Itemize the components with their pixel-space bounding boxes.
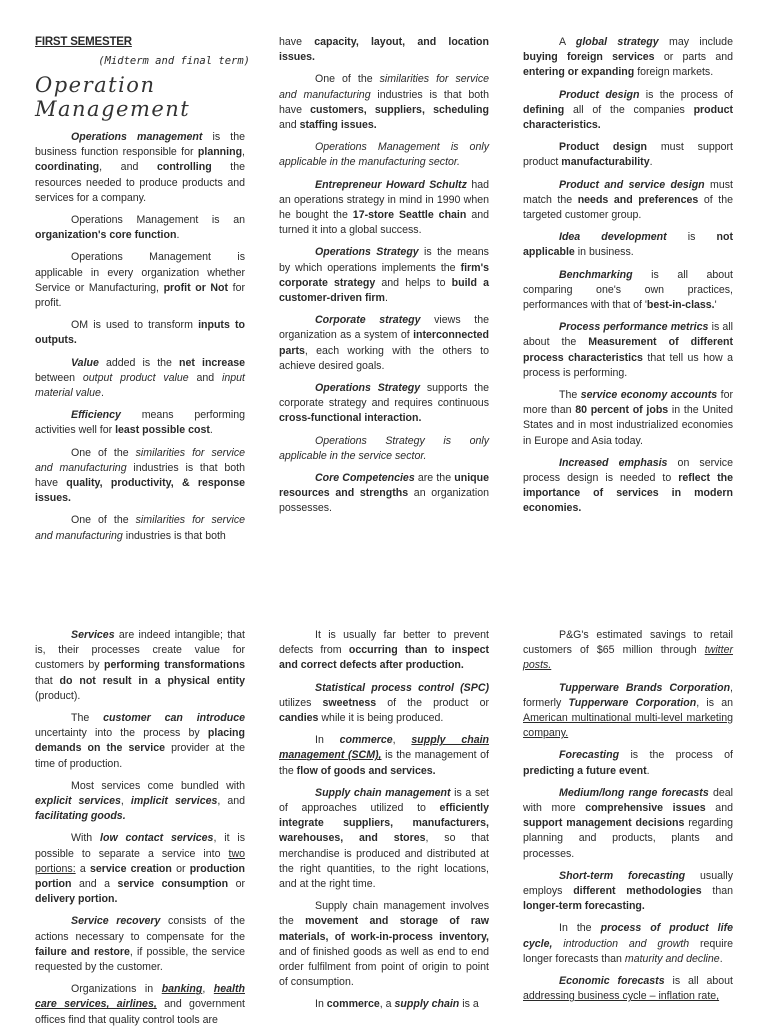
text-run: maturity and decline	[624, 952, 720, 965]
text-run: manufacturability	[561, 156, 650, 169]
text-run: staffing issues.	[299, 119, 377, 132]
paragraph	[523, 88, 733, 134]
text-run: and	[188, 371, 223, 384]
text-run: similarities for service and manufacturing	[279, 73, 490, 101]
text-run: input material value	[35, 371, 245, 400]
text-run: is a	[459, 998, 479, 1011]
text-run: comprehensive issues	[585, 802, 706, 815]
text-run: buying foreign services	[523, 51, 655, 64]
text-run: service creation	[89, 862, 172, 875]
text-run: may include	[658, 36, 733, 48]
text-run: must match the	[523, 178, 733, 206]
text-run: addressing business cycle – inflation rate,	[523, 990, 720, 1003]
paragraph	[523, 268, 733, 314]
text-run: and turned it into a global success.	[279, 209, 489, 237]
text-run: 17-store Seattle chain	[352, 209, 467, 222]
paragraph	[523, 456, 733, 517]
paragraph	[523, 869, 733, 915]
text-run: Short-term forecasting	[559, 869, 686, 882]
text-run: require longer forecasts than	[523, 937, 733, 965]
text-run: movement and storage of raw materials, of work-in-process inventory,	[279, 915, 490, 943]
text-run: have	[279, 36, 315, 48]
text-run: Increased emphasis	[559, 456, 668, 469]
text-run: Product design	[559, 88, 640, 101]
text-run: , each working with the others to achieve desired goals.	[279, 344, 489, 372]
paragraph	[523, 748, 733, 778]
text-run: uncertainty into the process by	[35, 727, 208, 740]
text-run: means performing activities well for	[35, 409, 245, 437]
paragraph	[35, 408, 245, 438]
text-run: Efficiency	[71, 409, 121, 422]
text-run: on service process design is needed to	[523, 456, 733, 485]
text-run: or parts and	[654, 51, 733, 64]
paragraph	[35, 914, 245, 975]
text-run: ,	[120, 795, 131, 808]
text-run: , formerly	[523, 681, 733, 709]
text-run: customer can introduce	[103, 712, 246, 725]
text-run: , and	[99, 161, 157, 174]
text-run: , if possible, the service requested by the customer.	[35, 945, 245, 974]
text-run: Tupperware Brands Corporation	[559, 681, 731, 694]
paragraph	[523, 974, 733, 1004]
text-run: .	[384, 292, 388, 305]
text-run: supports the corporate strategy and requires continuous	[279, 382, 489, 410]
text-run: Core Competencies	[315, 472, 415, 485]
text-run: is the means by which operations implements the	[279, 246, 489, 274]
text-run	[552, 938, 563, 950]
paragraph	[279, 434, 489, 464]
text-run: capacity, layout, and location issues.	[279, 36, 489, 64]
text-run: predicting a future event	[523, 764, 647, 777]
text-run: foreign markets.	[634, 66, 714, 79]
text-run: and a	[71, 878, 118, 891]
paragraph	[279, 997, 489, 1012]
text-run: industries is that both	[122, 529, 226, 542]
paragraph	[523, 230, 733, 260]
text-run: , it is possible to separate a service into	[35, 832, 245, 860]
text-run: Service recovery	[71, 915, 161, 928]
text-run: similarities for service and manufacturing	[35, 446, 246, 474]
text-run: views the organization as a system of	[279, 314, 489, 342]
text-run: .	[209, 424, 213, 437]
text-run: do not result in a physical entity	[59, 674, 245, 687]
text-run: , and	[217, 795, 245, 808]
text-run: must support product	[523, 141, 733, 169]
text-run: that tell us how a process is performing.	[523, 351, 733, 379]
text-run: implicit services	[130, 795, 218, 808]
text-run: process of product life cycle,	[523, 922, 733, 950]
paragraph	[279, 72, 489, 133]
text-run: efficiently integrate suppliers, manufacturers, warehouses, and stores	[279, 802, 489, 845]
paragraph	[279, 786, 489, 892]
text-run: and government offices find that quality control tools are	[35, 998, 245, 1026]
text-run: and of finished goods as well as end to end order fulfilment from point of origin to point of consumption.	[279, 945, 489, 989]
text-run: controlling	[156, 161, 212, 174]
text-run: In	[315, 734, 340, 747]
text-run: longer-term forecasting.	[523, 900, 645, 913]
paragraph	[279, 313, 489, 374]
top-column-1	[35, 130, 245, 551]
text-run: in business.	[574, 246, 634, 259]
text-run: Idea development	[559, 231, 667, 244]
text-run: provider at the time of production.	[35, 742, 245, 770]
paragraph	[35, 250, 245, 311]
paragraph	[279, 628, 489, 674]
text-run: sweetness	[322, 696, 377, 709]
text-run: between	[35, 371, 83, 384]
text-run: than	[701, 885, 733, 898]
text-run: organization's core function	[35, 229, 177, 242]
text-run: and	[279, 119, 300, 132]
text-run: is all about comparing one's own practices, performances with that of '	[523, 268, 733, 312]
text-run: One of the	[71, 446, 136, 459]
text-run: introduction and growth	[563, 937, 690, 950]
text-run: failure and restore	[35, 945, 130, 958]
text-run: added is the	[98, 356, 180, 369]
text-run: different methodologies	[573, 885, 702, 898]
text-run: performing transformations	[103, 659, 246, 672]
text-run: (product).	[35, 689, 81, 702]
text-run: customers, suppliers, scheduling	[310, 103, 489, 116]
text-run: had an operations strategy in mind in 1990 when he bought the	[279, 178, 489, 222]
text-run: With	[71, 832, 101, 845]
paragraph	[279, 681, 489, 727]
text-run: firm's corporate strategy	[279, 261, 489, 289]
paragraph	[523, 140, 733, 170]
text-run: Operations Strategy is only applicable in the service sector.	[279, 434, 489, 462]
text-run: are the	[414, 472, 455, 485]
top-column-3	[523, 35, 733, 524]
text-run: ,	[202, 983, 214, 996]
text-run: utilizes	[279, 696, 323, 709]
text-run: and helps to	[375, 276, 452, 289]
paragraph	[35, 711, 245, 772]
text-run: two portions:	[35, 847, 245, 875]
text-run: deal with more	[523, 786, 733, 815]
text-run: service economy accounts	[580, 389, 718, 402]
paragraph	[279, 140, 489, 170]
text-run: needs and preferences	[577, 193, 699, 206]
text-run: Medium/long range forecasts	[559, 786, 709, 799]
text-run: for profit.	[35, 281, 246, 310]
text-run: Benchmarking	[559, 268, 633, 281]
semester-heading: FIRST SEMESTER	[35, 36, 132, 48]
text-run: is all about	[664, 975, 733, 988]
text-run: reflect the importance of services in modern economies.	[523, 472, 733, 515]
text-run: is the management of the	[279, 749, 489, 777]
document-title: Operation Management	[35, 73, 191, 121]
text-run: coordinating	[35, 161, 100, 174]
text-run: 80 percent of jobs	[575, 404, 669, 417]
text-run: health care services, airlines,	[35, 983, 245, 1011]
text-run: regarding planning and products, plants and processes.	[523, 817, 733, 860]
text-run: Operations Management is applicable in every organization whether Service or Manufacturing,	[35, 251, 245, 294]
top-column-2	[279, 35, 489, 524]
paragraph	[35, 513, 245, 543]
text-run: inputs to outputs.	[35, 319, 245, 347]
text-run: profit or Not	[163, 281, 229, 294]
text-run: for more than	[523, 389, 733, 417]
text-run: '	[714, 299, 717, 312]
text-run: usually employs	[523, 869, 733, 898]
paragraph	[35, 779, 245, 825]
text-run: support management decisions	[523, 817, 685, 830]
text-run: commerce	[339, 734, 393, 747]
document-header	[35, 36, 250, 121]
text-run: In the	[559, 922, 601, 935]
text-run: Product and service design	[559, 178, 705, 191]
text-run: ,	[242, 146, 245, 159]
text-run: production portion	[35, 862, 245, 891]
text-run: output product value	[82, 371, 189, 384]
text-run: an organization possesses.	[279, 487, 489, 515]
text-run: candies	[279, 712, 319, 725]
text-run: , a	[379, 998, 395, 1011]
text-run: while it is being produced.	[318, 712, 444, 725]
text-run: or	[228, 878, 245, 891]
paragraph	[279, 471, 489, 517]
text-run: is a set of approaches utilized to	[279, 786, 489, 815]
text-run: , is an	[696, 696, 734, 709]
text-run: Entrepreneur Howard Schultz	[315, 178, 467, 191]
paragraph	[523, 35, 733, 81]
text-run: defining	[523, 103, 565, 116]
text-run: One of the	[71, 514, 136, 527]
text-run: twitter posts.	[523, 644, 733, 672]
text-run: low contact services	[100, 832, 214, 845]
text-run: flow of goods and services.	[296, 764, 436, 777]
text-run: all of the companies	[564, 103, 694, 116]
text-run: Measurement of different process characteristics	[523, 336, 733, 364]
text-run: American multinational multi-level marketing company.	[523, 712, 733, 740]
paragraph	[35, 318, 245, 348]
text-run: Services	[71, 629, 115, 641]
text-run: least possible cost	[115, 424, 210, 437]
text-run: similarities for service and manufacturing	[35, 514, 246, 542]
text-run: Operations Management is an	[71, 214, 245, 227]
text-run: is the process of	[639, 88, 733, 101]
text-run: global strategy	[575, 36, 659, 48]
text-run: Economic forecasts	[559, 975, 665, 988]
paragraph	[279, 899, 489, 990]
text-run: .	[100, 387, 104, 400]
text-run: entering or expanding	[523, 66, 635, 79]
text-run: .	[646, 764, 650, 777]
bottom-column-3	[523, 628, 733, 1011]
paragraph	[523, 681, 733, 742]
text-run: P&G's estimated savings to retail customers of $65 million through	[523, 629, 733, 657]
paragraph	[523, 320, 733, 381]
text-run: commerce	[326, 998, 380, 1011]
paragraph	[35, 831, 245, 907]
text-run: the resources needed to produce products and services for a company.	[35, 161, 245, 204]
text-run: is	[666, 231, 717, 244]
text-run: The	[71, 712, 104, 725]
text-run: of the targeted customer group.	[523, 193, 734, 222]
text-run: Process performance metrics	[559, 321, 709, 334]
bottom-column-1	[35, 628, 245, 1035]
text-run: quality, productivity, & response issues.	[35, 477, 245, 505]
text-run: One of the	[315, 73, 380, 86]
text-run: facilitating goods.	[35, 810, 126, 823]
text-run: a	[75, 862, 90, 875]
text-run: best-in-class.	[646, 299, 715, 312]
text-run: of the product or	[376, 696, 490, 709]
paragraph	[523, 178, 733, 224]
paragraph	[279, 381, 489, 427]
paragraph	[279, 245, 489, 306]
text-run: build a customer-driven firm	[279, 276, 489, 305]
bottom-column-2	[279, 628, 489, 1020]
text-run: Value	[71, 356, 99, 369]
paragraph	[35, 982, 245, 1028]
text-run: .	[649, 156, 653, 169]
text-run: Operations Strategy	[315, 246, 419, 259]
text-run: .	[176, 229, 180, 242]
text-run: product characteristics.	[523, 103, 733, 132]
text-run: Most services come bundled with	[71, 779, 245, 792]
paragraph	[523, 628, 733, 674]
text-run: In	[315, 998, 327, 1011]
text-run: and	[705, 802, 733, 815]
text-run: cross-functional interaction.	[279, 412, 422, 425]
paragraph	[35, 130, 245, 206]
text-run: service consumption	[117, 878, 229, 891]
text-run: Corporate strategy	[315, 314, 421, 327]
paragraph	[523, 921, 733, 967]
text-run: occurring than to inspect and correct defects after production.	[279, 644, 490, 672]
paragraph	[35, 356, 245, 402]
text-run: Supply chain management involves the	[279, 900, 489, 928]
text-run: explicit services	[35, 795, 121, 808]
text-run: supply chain management (SCM),	[279, 734, 489, 762]
text-run: Forecasting	[559, 749, 620, 762]
text-run: Tupperware Corporation	[568, 696, 697, 709]
text-run: Statistical process control (SPC)	[315, 681, 489, 694]
text-run: It is usually far better to prevent defects from	[279, 629, 489, 657]
text-run: industries is that both have	[35, 461, 245, 490]
term-subheading: (Midterm and final term)	[98, 55, 250, 67]
text-run: industries is that both have	[279, 88, 489, 116]
paragraph	[35, 446, 245, 507]
paragraph	[279, 35, 489, 65]
text-run: planning	[197, 146, 243, 159]
paragraph	[523, 786, 733, 862]
text-run: OM is used to transform	[71, 319, 199, 332]
paragraph	[523, 388, 733, 449]
text-run: consists of the actions necessary to compensate for the	[35, 915, 245, 943]
text-run: Organizations in	[71, 983, 162, 996]
text-run: is all about the	[523, 321, 733, 349]
text-run: The	[559, 389, 581, 402]
paragraph	[35, 628, 245, 704]
text-run: delivery portion.	[35, 893, 118, 906]
text-run: .	[719, 952, 723, 965]
text-run: Product design	[559, 141, 648, 154]
text-run: or	[171, 862, 190, 875]
text-run: in the United States and in most industrialized economies in Europe and Asia today.	[523, 404, 733, 447]
text-run: interconnected parts	[279, 329, 489, 357]
text-run: A	[559, 36, 576, 48]
text-run: , so that merchandise is produced and distributed at the right quantities, to the right locations, and at the right time.	[279, 832, 489, 891]
paragraph	[279, 178, 489, 239]
text-run: banking	[161, 983, 203, 996]
text-run: placing demands on the service	[35, 727, 245, 755]
text-run: is the business function responsible for	[35, 131, 245, 159]
text-run: are indeed intangible; that is, their processes create value for customers by	[35, 629, 245, 672]
text-run: net increase	[179, 356, 245, 369]
text-run: Operations management	[71, 131, 203, 143]
paragraph	[35, 213, 245, 243]
text-run: not applicable	[523, 231, 734, 259]
text-run: is the process of	[619, 749, 733, 762]
text-run: unique resources and strengths	[279, 472, 489, 500]
text-run: Operations Strategy	[315, 382, 421, 395]
text-run: supply chain	[394, 998, 460, 1011]
text-run: Supply chain management	[315, 786, 451, 799]
text-run: that	[35, 674, 60, 687]
text-run: ,	[392, 734, 412, 747]
paragraph	[279, 733, 489, 779]
text-run: Operations Management is only applicable in the manufacturing sector.	[279, 141, 489, 169]
